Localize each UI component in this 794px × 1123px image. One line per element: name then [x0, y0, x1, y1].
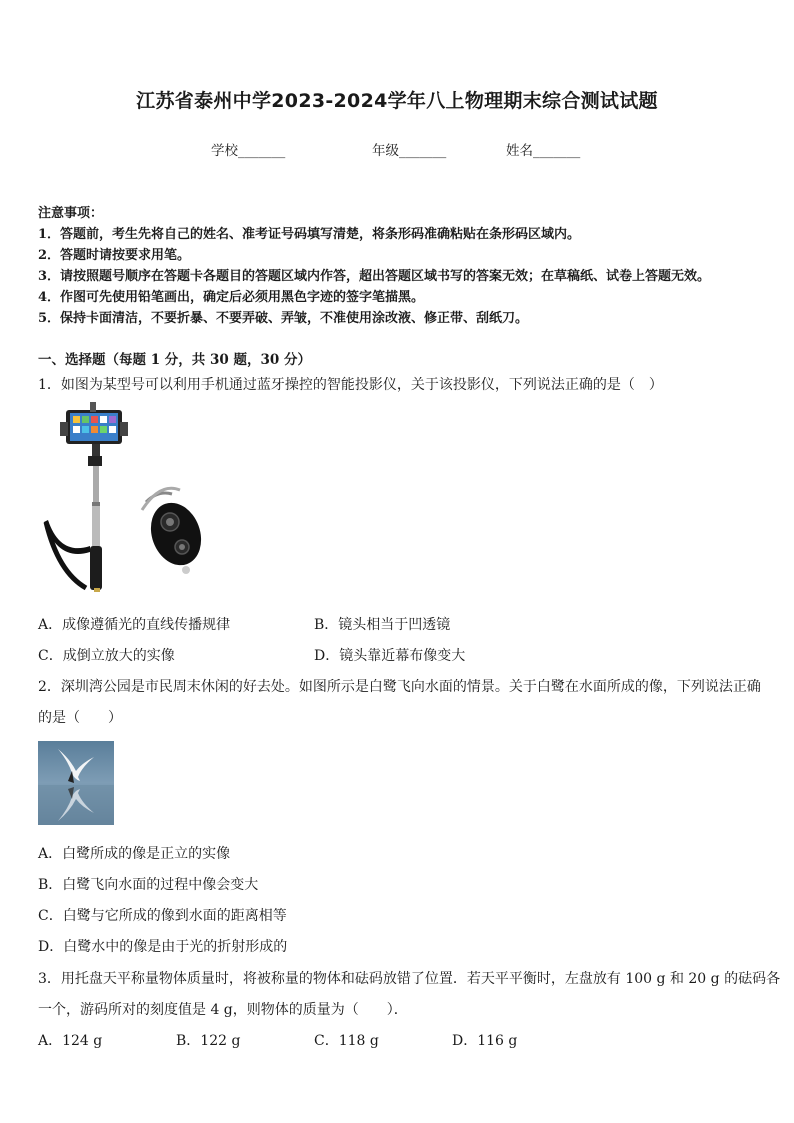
- note-item: 3．请按照题号顺序在答题卡各题目的答题区域内作答，超出答题区域书写的答案无效；在草稿纸、试卷上答题无效。: [38, 269, 711, 284]
- note-item: 1．答题前，考生先将自己的姓名、准考证号码填写清楚，将条形码准确粘贴在条形码区域内。: [38, 227, 581, 242]
- selfie-stick-projector-figure: [38, 402, 218, 602]
- question-2-stem-line1: 2．深圳湾公园是市民周末休闲的好去处。如图所示是白鹭飞向水面的情景。关于白鹭在水面所成的像，下列说法正确: [38, 679, 761, 695]
- option-3d: D．116 g: [452, 1033, 518, 1049]
- notes-heading: 注意事项：: [38, 206, 104, 221]
- option-3b: B．122 g: [176, 1033, 241, 1049]
- question-1-stem: 1．如图为某型号可以利用手机通过蓝牙操控的智能投影仪，关于该投影仪，下列说法正确的是（ ）: [38, 377, 663, 393]
- option-1b: B．镜头相当于凹透镜: [314, 617, 451, 633]
- name-field: 姓名_______: [506, 143, 581, 159]
- note-item: 2．答题时请按要求用笔。: [38, 248, 191, 263]
- question-3-stem-line2: 一个，游码所对的刻度值是 4 g，则物体的质量为（ ）．: [38, 1002, 408, 1018]
- option-2a: A．白鹭所成的像是正立的实像: [38, 846, 231, 862]
- section-heading: 一、选择题（每题 1 分，共 30 题，30 分）: [38, 352, 311, 368]
- option-2d: D．白鹭水中的像是由于光的折射形成的: [38, 939, 288, 955]
- grade-field: 年级_______: [372, 143, 447, 159]
- note-item: 5．保持卡面清洁，不要折暴、不要弄破、弄皱，不准使用涂改液、修正带、刮纸刀。: [38, 311, 529, 326]
- option-2b: B．白鹭飞向水面的过程中像会变大: [38, 877, 259, 893]
- question-3-stem-line1: 3．用托盘天平称量物体质量时，将被称量的物体和砝码放错了位置．若天平平衡时，左盘放有 100 g 和 20 g 的砝码各: [38, 971, 781, 987]
- question-2-stem-line2: 的是（ ）: [38, 710, 122, 726]
- option-3c: C．118 g: [314, 1033, 379, 1049]
- option-1c: C．成倒立放大的实像: [38, 648, 175, 664]
- school-field: 学校_______: [211, 143, 286, 159]
- page-title: 江苏省泰州中学2023-2024学年八上物理期末综合测试试题: [136, 90, 658, 112]
- option-3a: A．124 g: [38, 1033, 103, 1049]
- note-item: 4．作图可先使用铅笔画出，确定后必须用黑色字迹的签字笔描黑。: [38, 290, 425, 305]
- option-1a: A．成像遵循光的直线传播规律: [38, 617, 231, 633]
- option-2c: C．白鹭与它所成的像到水面的距离相等: [38, 908, 287, 924]
- option-1d: D．镜头靠近幕布像变大: [314, 648, 466, 664]
- egret-water-photo: [38, 741, 114, 825]
